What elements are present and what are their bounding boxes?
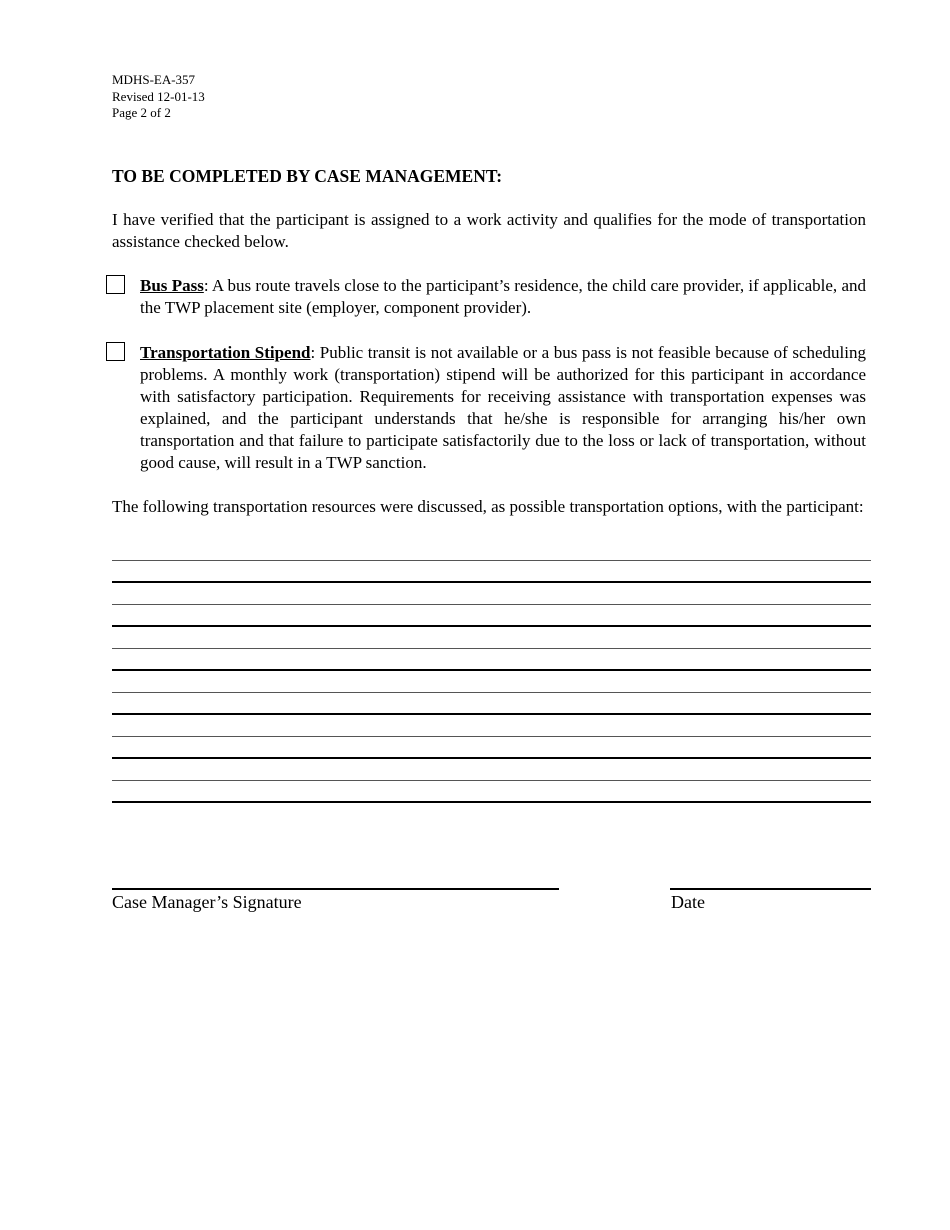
section-title: TO BE COMPLETED BY CASE MANAGEMENT:: [112, 166, 503, 186]
transportation-stipend-checkbox[interactable]: [106, 342, 125, 361]
option-transportation-stipend: [106, 342, 866, 474]
transportation-stipend-description: [140, 342, 866, 474]
page-number: Page 2 of 2: [112, 105, 171, 120]
date-label: Date: [671, 892, 705, 912]
bus-pass-checkbox[interactable]: [106, 275, 125, 294]
resource-line[interactable]: [112, 757, 871, 759]
option-bus-pass: [106, 275, 866, 319]
resource-line[interactable]: [112, 669, 871, 671]
resource-line[interactable]: [112, 801, 871, 803]
resource-line[interactable]: [112, 736, 871, 737]
resource-line[interactable]: [112, 713, 871, 715]
case-manager-signature-line[interactable]: [112, 888, 559, 890]
form-header: [112, 72, 205, 122]
bus-pass-label: Bus Pass: [140, 276, 204, 295]
transportation-stipend-text: : Public transit is not available or a bus pass is not feasible because of scheduling problems. A monthly work (transportation) stipend will be authorized for this participant in accordance with satisfactory participation. Requirements for receiving assistance with transportation expenses was explained, and the participant understands that he/she is responsible for arranging his/her own transportation and that failure to participate satisfactorily due to the loss or lack of transportation, without good cause, will result in a TWP sanction.: [140, 343, 866, 472]
form-number: MDHS-EA-357: [112, 72, 196, 87]
revision-date: Revised 12-01-13: [112, 88, 205, 104]
resource-line[interactable]: [112, 560, 871, 561]
bus-pass-description: [140, 275, 866, 319]
resource-line[interactable]: [112, 625, 871, 627]
case-manager-signature-label: Case Manager’s Signature: [112, 892, 302, 912]
resources-statement: The following transportation resources were discussed, as possible transportation options, with the participant:: [112, 497, 864, 516]
resource-line[interactable]: [112, 780, 871, 781]
bus-pass-text: : A bus route travels close to the participant’s residence, the child care provider, if applicable, and the TWP placement site (employer, component provider).: [140, 276, 866, 317]
resource-line[interactable]: [112, 581, 871, 583]
transportation-stipend-label: Transportation Stipend: [140, 343, 311, 362]
resource-line[interactable]: [112, 648, 871, 649]
resource-line[interactable]: [112, 692, 871, 693]
verification-statement: I have verified that the participant is assigned to a work activity and qualifies for the mode of transportation assistance checked below.: [112, 210, 866, 251]
date-line[interactable]: [670, 888, 871, 890]
resource-line[interactable]: [112, 604, 871, 605]
